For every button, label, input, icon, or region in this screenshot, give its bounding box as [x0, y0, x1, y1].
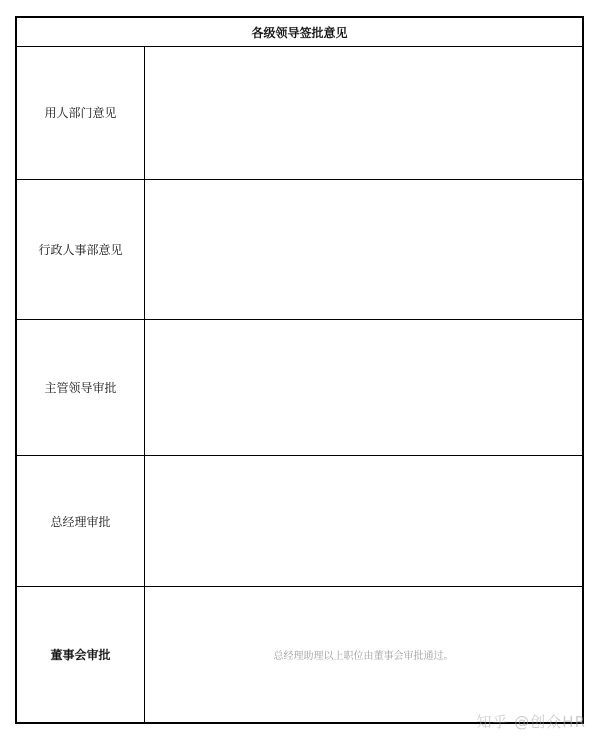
- form-title: 各级领导签批意见: [17, 18, 582, 47]
- row-department-opinion: [17, 46, 582, 180]
- row-admin-hr-opinion: [17, 180, 582, 320]
- row-label: 董事会审批: [17, 587, 145, 722]
- approval-form-table: [15, 16, 584, 724]
- row-label: 主管领导审批: [17, 320, 145, 455]
- opinion-cell-admin-hr[interactable]: [145, 180, 582, 319]
- row-gm-approval: [17, 456, 582, 587]
- row-label: 行政人事部意见: [17, 180, 145, 319]
- watermark-text: 知乎 @创众HR: [476, 713, 586, 731]
- opinion-cell-supervisor[interactable]: [145, 320, 582, 455]
- row-label: 总经理审批: [17, 456, 145, 586]
- row-supervisor-approval: [17, 320, 582, 456]
- opinion-cell-gm[interactable]: [145, 456, 582, 586]
- row-label: 用人部门意见: [17, 46, 145, 179]
- row-board-approval: [17, 587, 582, 722]
- board-approval-note[interactable]: 总经理助理以上职位由董事会审批通过。: [273, 651, 454, 662]
- opinion-cell-department[interactable]: [145, 46, 582, 179]
